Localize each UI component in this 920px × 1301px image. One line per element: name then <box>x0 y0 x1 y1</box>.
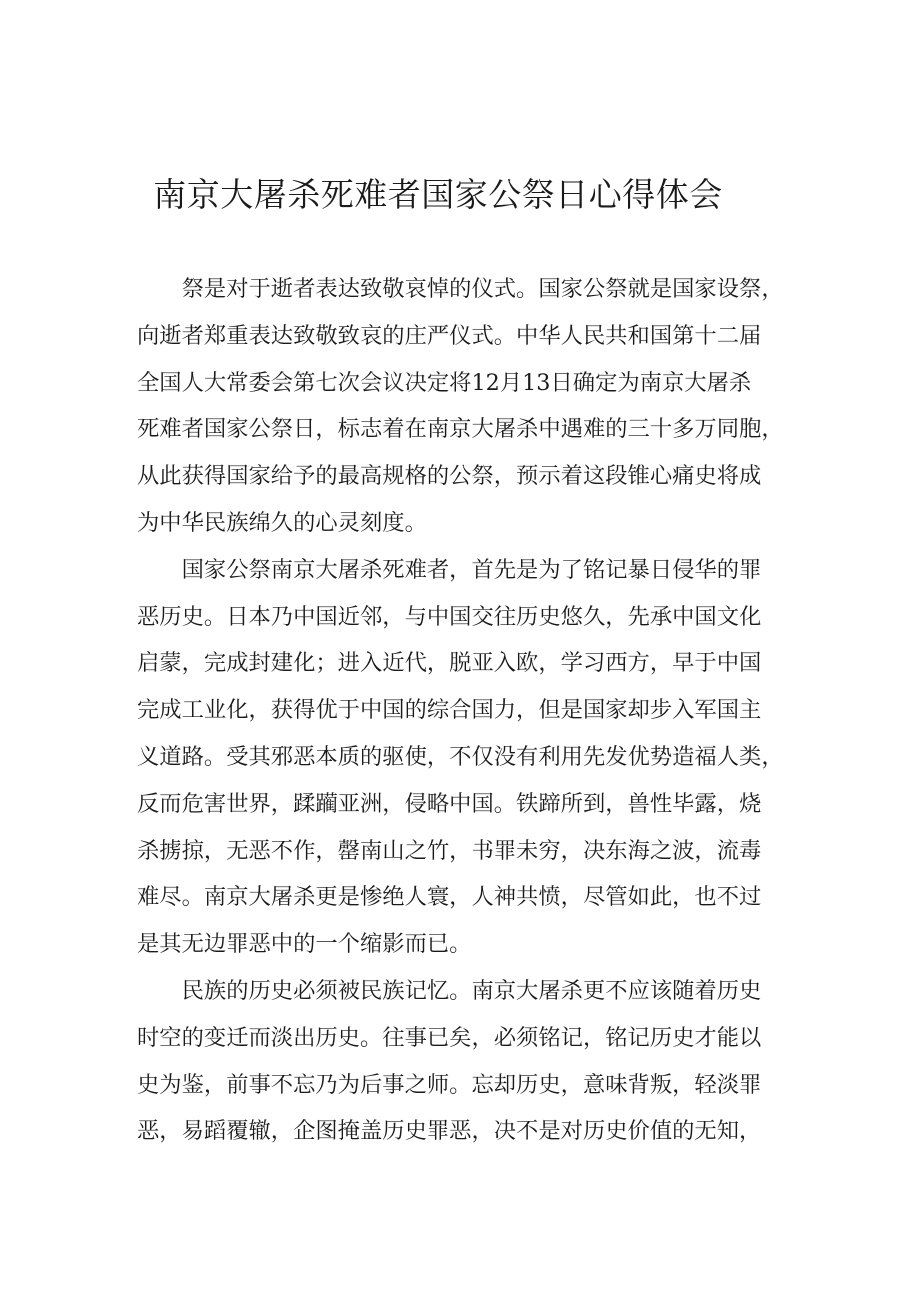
text-line: 反而危害世界，蹂躏亚洲，侵略中国。铁蹄所到，兽性毕露，烧 <box>137 790 762 817</box>
text-line: 恶，易蹈覆辙，企图掩盖历史罪恶，决不是对历史价值的无知， <box>137 1118 762 1145</box>
text-line: 恶历史。日本乃中国近邻，与中国交往历史悠久，先承中国文化 <box>137 603 762 630</box>
text-line: 祭是对于逝者表达致敬哀悼的仪式。国家公祭就是国家设祭， <box>181 276 784 302</box>
paragraph-3 <box>137 968 790 1155</box>
text-line: 死难者国家公祭日，标志着在南京大屠杀中遇难的三十多万同胞， <box>137 416 784 443</box>
text-line: 时空的变迁而淡出历史。往事已矣，必须铭记，铭记历史才能以 <box>137 1024 762 1051</box>
text-line: 全国人大常委会第七次会议决定将12月13日确定为南京大屠杀 <box>137 369 752 396</box>
text-line: 民族的历史必须被民族记忆。南京大屠杀更不应该随着历史 <box>181 977 762 1004</box>
document-title: 南京大屠杀死难者国家公祭日心得体会 <box>153 175 723 214</box>
text-line: 完成工业化，获得优于中国的综合国力，但是国家却步入军国主 <box>137 697 762 724</box>
text-line: 杀掳掠，无恶不作，罄南山之竹，书罪未穷，决东海之波，流毒 <box>137 837 762 864</box>
text-line: 为中华民族绵久的心灵刻度。 <box>137 509 427 536</box>
text-line: 从此获得国家给予的最高规格的公祭，预示着这段锥心痛史将成 <box>137 463 762 490</box>
text-line: 义道路。受其邪恶本质的驱使，不仅没有利用先发优势造福人类， <box>137 743 784 770</box>
text-line: 是其无边罪恶中的一个缩影而已。 <box>137 931 472 958</box>
document-body <box>137 266 790 1155</box>
text-line: 史为鉴，前事不忘乃为后事之师。忘却历史，意味背叛，轻淡罪 <box>137 1071 762 1098</box>
paragraph-2 <box>137 547 790 968</box>
text-line: 难尽。南京大屠杀更是惨绝人寰，人神共愤，尽管如此，也不过 <box>137 884 762 911</box>
paragraph-1 <box>137 266 790 547</box>
text-line: 启蒙，完成封建化；进入近代，脱亚入欧，学习西方，早于中国 <box>137 650 762 677</box>
text-line: 向逝者郑重表达致敬致哀的庄严仪式。中华人民共和国第十二届 <box>137 322 762 349</box>
text-line: 国家公祭南京大屠杀死难者，首先是为了铭记暴日侵华的罪 <box>181 556 762 583</box>
